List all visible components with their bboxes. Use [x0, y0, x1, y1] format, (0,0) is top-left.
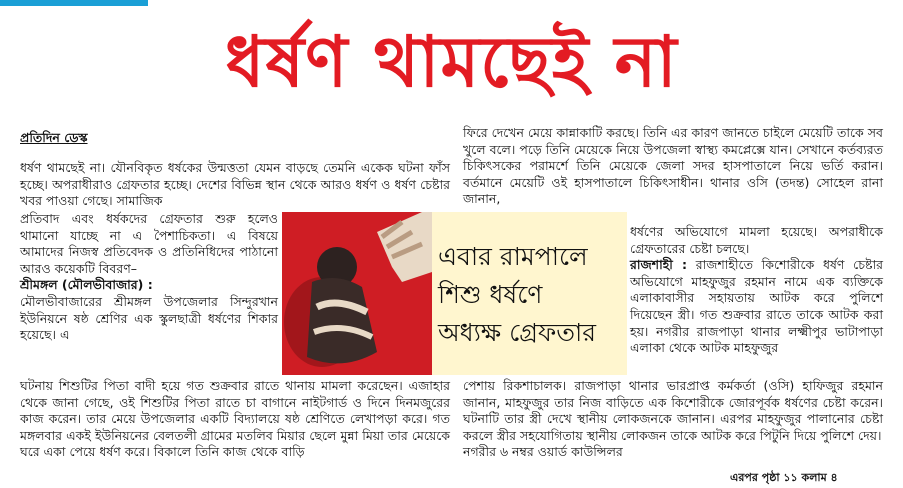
teaser-line-1: এবার রামপালে: [438, 242, 588, 271]
paragraph: ফিরে দেখেন মেয়ে কান্নাকাটি করছে। তিনি এর কারণ জানতে চাইলে মেয়েটি তাকে সব খুলে বলে। পড়ে তিনি মেয়েকে নিয়ে উপজেলা স্বাস্থ্য কমপ্লেক্সে যান। সেখানে কর্তব্যরত চিকিৎসকের পরামর্শে তিনি মেয়েকে জেলা সদর হাসপাতালে নিয়ে ভর্তি করান। বর্তমানে মেয়েটি ওই হাসপাতালে চিকিৎসাধীন। থানার ওসি (তদন্ত) সোহেল রানা জানান,: [463, 125, 883, 207]
column-left-bottom: [20, 378, 450, 461]
subhead-rajshahi: রাজশাহী :: [630, 257, 687, 273]
column-left-para1: [20, 160, 450, 210]
subhead-sreemangal: শ্রীমঙ্গল (মৌলভীবাজার) :: [20, 277, 153, 293]
teaser-line-3: অধ্যক্ষ গ্রেফতার: [438, 318, 597, 347]
top-blue-strip: [0, 0, 148, 6]
teaser-line-2: শিশু ধর্ষণে: [438, 280, 543, 309]
column-left-top: [20, 130, 275, 157]
paragraph: ঘটনায় শিশুটির পিতা বাদী হয়ে গত শুক্রবার রাতে থানায় মামলা করেছেন। এজাহার থেকে জানা গেছে, ওই শিশুটির পিতা রাতে চা বাগানে নাইটগার্ড ও দিনে দিনমজুরের কাজ করেন। তার মেয়ে উপজেলার একটি বিদ্যালয়ে ষষ্ঠ শ্রেণিতে লেখাপড়া করে। গত মঙ্গলবার একই ইউনিয়নের বেলতলী গ্রামের মতলিব মিয়ার ছেলে মুন্না মিয়া তার মেয়েকে ঘরে একা পেয়ে ধর্ষণ করে। বিকালে তিনি কাজ থেকে বাড়ি: [20, 378, 450, 460]
column-right-bottom: [463, 378, 883, 461]
paragraph: নগরীর ৬ নম্বর ওয়ার্ড কাউন্সিলর: [463, 444, 623, 460]
paragraph: ধর্ষণ থামছেই না। যৌনবিকৃত ধর্ষকের উন্মত্ততা যেমন বাড়ছে তেমনি একেক ঘটনা ফাঁস হচ্ছে। অপরাধীরাও গ্রেফতার হচ্ছে। দেশের বিভিন্ন স্থান থেকে আরও ধর্ষণ ও ধর্ষণ চেষ্টার খবর পাওয়া গেছে। সামাজিক: [20, 160, 450, 209]
paragraph: ধর্ষণের অভিযোগে মামলা হয়েছে। অপরাধীকে গ্রেফতারের চেষ্টা চলছে।: [630, 224, 883, 256]
teaser-box[interactable]: [282, 212, 627, 375]
paragraph: পেশায় রিকশাচালক। রাজপাড়া থানার ভারপ্রাপ্ত কর্মকর্তা (ওসি) হাফিজুর রহমান জানান, মাহফুজুর তার নিজ বাড়িতে এক কিশোরীকে জোরপূর্বক ধর্ষণের চেষ্টা করেন। ঘটনাটি তার স্ত্রী দেখে স্থানীয় লোকজনকে জানান। এরপর মাহফুজুর পালানোর চেষ্টা করলে স্ত্রীর সহযোগিতায় স্থানীয় লোকজন তাকে আটক করে পিটুনি দিয়ে পুলিশে দেয়।: [463, 378, 883, 443]
continuation-note: এরপর পৃষ্ঠা ১১ কলাম ৪: [730, 471, 838, 484]
paragraph: রাজশাহীতে কিশোরীকে ধর্ষণ চেষ্টার অভিযোগে মাহফুজুর রহমান নামে এক ব্যক্তিকে এলাকাবাসীর সহায়তায় আটক করে পুলিশে দিয়েছেন স্ত্রী। গত শুক্রবার রাতে তাকে আটক করা হয়। নগরীর রাজপাড়া থানার লক্ষ্মীপুর ভাটাপাড়া এলাকা থেকে আটক মাহফুজুর: [630, 257, 883, 356]
illustration-photo: [282, 212, 432, 375]
illustration-image: [282, 212, 432, 375]
paragraph: প্রতিবাদ এবং ধর্ষকদের গ্রেফতার শুরু হলেও থামানো যাচ্ছে না এ পৈশাচিকতা। এ বিষয়ে আমাদের নিজস্ব প্রতিবেদক ও প্রতিনিধিদের পাঠানো আরও কয়েকটি বিবরণ–: [20, 211, 278, 276]
teaser-text: [438, 238, 623, 352]
column-right-middle: [630, 224, 883, 357]
headline: ধর্ষণ থামছেই না: [225, 21, 678, 103]
column-left-middle: [20, 211, 278, 344]
paragraph: মৌলভীবাজারের শ্রীমঙ্গল উপজেলার সিন্দুরখান ইউনিয়নে ষষ্ঠ শ্রেণির এক স্কুলছাত্রী ধর্ষণের শিকার হয়েছে। এ: [20, 293, 278, 343]
column-right-top: [463, 125, 883, 208]
byline-desk: প্রতিদিন ডেস্ক: [20, 130, 88, 145]
top-bar: [0, 0, 903, 6]
